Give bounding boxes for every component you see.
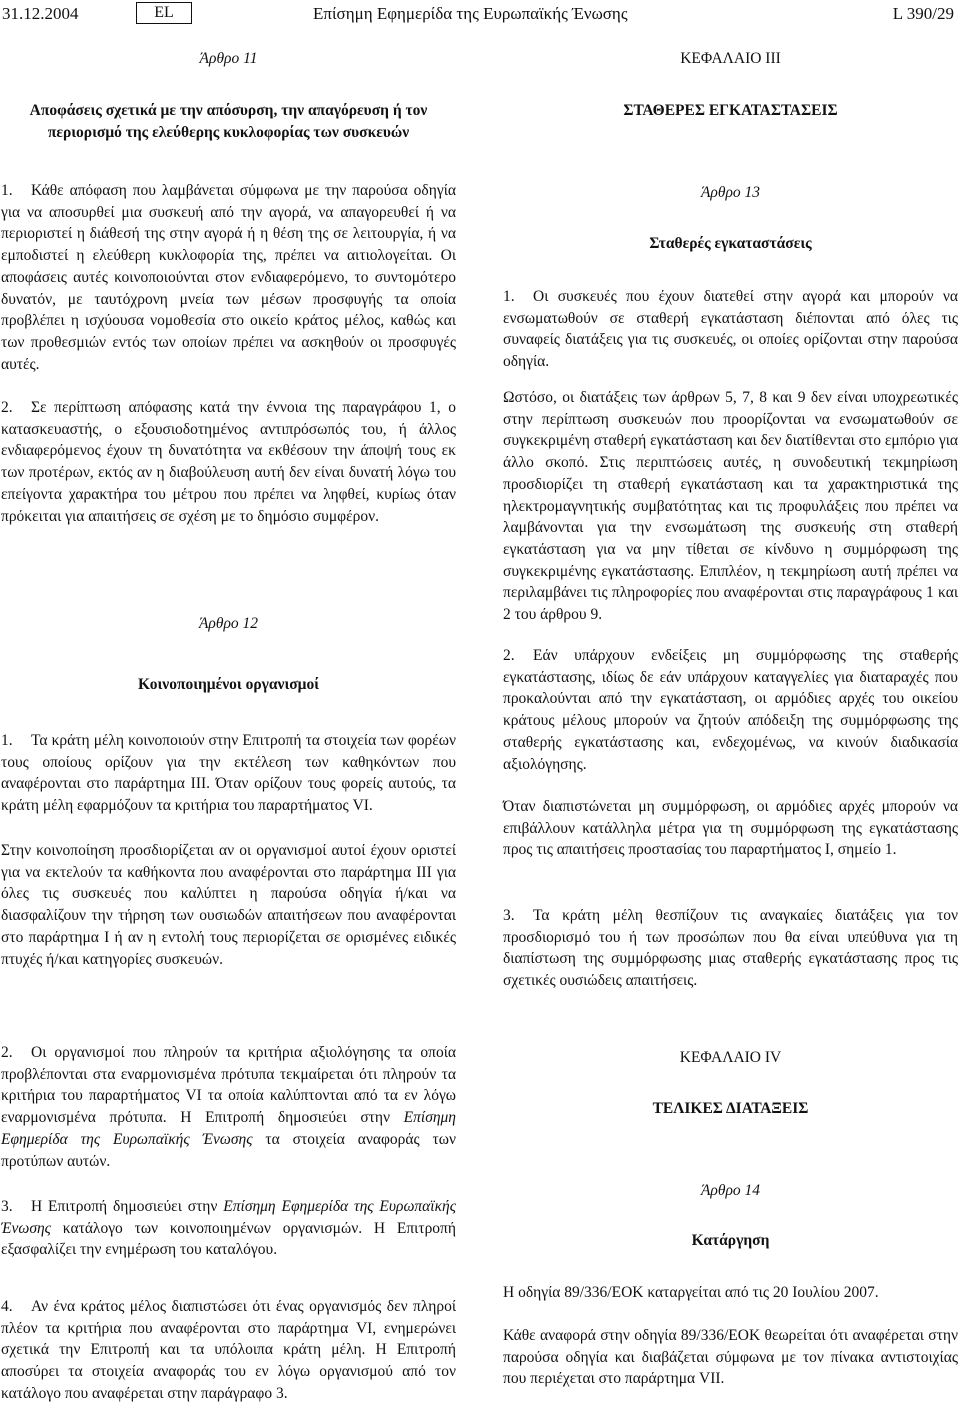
paragraph-text: Αν ένα κράτος μέλος διαπιστώσει ότι ένας οργανισμός δεν πληροί πλέον τα κριτήρια που αναφέρονται στο παράρτημα VI, ενημερώνει σχετικά την Επιτροπή και τα υπόλοιπα κράτη μέλη. Η Επιτροπή αποσύρει τα στοιχεία αναφοράς του εν λόγω οργανισμού από τον κατάλογο που αναφέρεται στην παράγραφο 3. [1, 1298, 456, 1402]
journal-title: Επίσημη Εφημερίδα της Ευρωπαϊκής Ένωσης [313, 4, 628, 23]
article-12-paragraph-3: 3. Η Επιτροπή δημοσιεύει στην Επίσημη Εφημερίδα της Ευρωπαϊκής Ένωσης κατάλογο των κοινοποιημένων οργανισμών. Η Επιτροπή εξασφαλίζει την ενημέρωση του καταλόγου. [1, 1198, 457, 1259]
article-13-paragraph-1 [503, 286, 958, 373]
article-14-title: Άρθρο 14 [700, 1182, 761, 1199]
article-13-heading: Σταθερές εγκαταστάσεις [649, 235, 812, 252]
publication-date: 31.12.2004 [2, 4, 79, 23]
chapter-4-title: ΚΕΦΑΛΑΙΟ IV [679, 1049, 782, 1066]
article-13-paragraph-2 [503, 645, 958, 775]
paragraph-number: 4. [1, 1298, 13, 1315]
chapter-3-title: ΚΕΦΑΛΑΙΟ III [680, 50, 781, 67]
page-header [0, 0, 960, 30]
page-reference: L 390/29 [892, 4, 954, 23]
article-13-paragraph-3 [503, 905, 958, 992]
article-14-paragraph-2: Κάθε αναφορά στην οδηγία 89/336/ΕΟΚ θεωρείται ότι αναφέρεται στην παρούσα οδηγία και διαβάζεται σύμφωνα με τον πίνακα αντιστοιχίας που περιέχεται στο παράρτημα VII. [503, 1327, 958, 1388]
article-12-paragraph-1b: Στην κοινοποίηση προσδιορίζεται αν οι οργανισμοί αυτοί έχουν οριστεί για να εκτελούν τα καθήκοντα που αναφέρονται στο παράρτημα III για όλες τις συσκευές που καλύπτει η παρούσα οδηγία ή/και να διασφαλίζουν την τήρηση των ουσιωδών απαιτήσεων που αναφέρονται στο παράρτημα I ή αν η εντολή τους περιορίζεται σε ορισμένες ειδικές πτυχές ή/και κατηγορίες συσκευών. [1, 842, 456, 968]
paragraph-number: 2. [1, 399, 13, 416]
article-14-paragraph-1: Η οδηγία 89/336/ΕΟΚ καταργείται από τις 20 Ιουλίου 2007. [503, 1284, 879, 1301]
chapter-4-heading: ΤΕΛΙΚΕΣ ΔΙΑΤΑΞΕΙΣ [652, 1100, 809, 1117]
article-11-heading: Αποφάσεις σχετικά με την απόσυρση, την απαγόρευση ή τον περιορισμό της ελεύθερης κυκλοφορίας των συσκευών [29, 102, 428, 141]
article-13-title: Άρθρο 13 [700, 184, 761, 201]
article-12-heading: Κοινοποιημένοι οργανισμοί [137, 676, 320, 693]
paragraph-text: Κάθε απόφαση που λαμβάνεται σύμφωνα με την παρούσα οδηγία για να αποσυρθεί μια συσκευή από την αγορά, να απαγορευθεί ή να περιοριστεί η διάθεσή της στην αγορά ή η θέση της σε λειτουργία, ή να εμποδιστεί η ελεύθερη κυκλοφορία της, πρέπει να αιτιολογείται. Οι αποφάσεις αυτές κοινοποιούνται στον ενδιαφερόμενο, το συντομότερο δυνατόν, με ταυτόχρονη μνεία των μέσων προσφυγής τα οποία προβλέπει η ισχύουσα νομοθεσία στο οικείο κράτος μέλος, καθώς και των προθεσμιών εντός των οποίων πρέπει να ασκηθούν οι προσφυγές αυτές. [1, 182, 456, 373]
paragraph-text: Τα κράτη μέλη κοινοποιούν στην Επιτροπή τα στοιχεία των φορέων τους οποίους ορίζουν για την εκτέλεση των καθηκόντων που αναφέρονται στο παράρτημα III. Όταν ορίζουν τους φορείς αυτούς, τα κράτη μέλη εφαρμόζουν τα κριτήρια του παραρτήματος VI. [1, 732, 456, 815]
article-12-title: Άρθρο 12 [198, 615, 259, 632]
article-13-paragraph-2b: Όταν διαπιστώνεται μη συμμόρφωση, οι αρμόδιες αρχές μπορούν να επιβάλλουν κατάλληλα μέτρα για τη συμμόρφωση της εγκατάστασης προς τις απαιτήσεις προστασίας του παραρτήματος I, σημείο 1. [503, 798, 958, 859]
paragraph-number: 2. [503, 647, 515, 664]
paragraph-number: 1. [1, 732, 13, 749]
article-13-paragraph-1b: Ωστόσο, οι διατάξεις των άρθρων 5, 7, 8 και 9 δεν είναι υποχρεωτικές στην περίπτωση συσκευών που προορίζονται να ενσωματωθούν σε συγκεκριμένη σταθερή εγκατάσταση και δεν διατίθενται στο εμπόριο για άλλο σκοπό. Στις περιπτώσεις αυτές, η συνοδευτική τεκμηρίωση προσδιορίζει τη σταθερή εγκατάσταση και τα χαρακτηριστικά της ηλεκτρομαγνητικής συμβατότητας και τις προφυλάξεις που πρέπει να λαμβάνονται για την ενσωμάτωση της συσκευής στη σταθερή εγκατάσταση για να μην τίθεται σε κίνδυνο η συμμόρφωση της συγκεκριμένης εγκατάστασης. Επιπλέον, η τεκμηρίωση αυτή πρέπει να περιλαμβάνει τις πληροφορίες που αναφέρονται στις παραγράφους 1 και 2 του άρθρου 9. [503, 389, 958, 624]
paragraph-number: 1. [503, 288, 515, 305]
language-badge: EL [136, 2, 192, 24]
article-12-paragraph-1 [1, 730, 456, 817]
article-12-paragraph-4 [1, 1296, 456, 1405]
paragraph-number: 1. [1, 182, 13, 199]
paragraph-text: Τα κράτη μέλη θεσπίζουν τις αναγκαίες διατάξεις για τον προσδιορισμό του ή των προσώπων που θα είναι υπεύθυνα για τη διαπίστωση της συμμόρφωσης μιας σταθερής εγκατάστασης προς τις σχετικές ουσιώδεις απαιτήσεις. [503, 907, 958, 990]
article-11-paragraph-1 [1, 180, 456, 375]
journal-reference: Επίσημη Εφημερίδα της Ευρωπαϊκής Ένωσης [1, 1198, 457, 1237]
paragraph-text: Εάν υπάρχουν ενδείξεις μη συμμόρφωσης της σταθερής εγκατάστασης, ιδίως δε εάν υπάρχουν καταγγελίες για διαταραχές που προκαλούνται από την εγκατάσταση, οι αρμόδιες αρχές του οικείου κράτους μέλους μπορούν να ζητούν απόδειξη της συμμόρφωσης της σταθερής εγκατάστασης και, ενδεχομένως, να κινούν διαδικασία αξιολόγησης. [503, 647, 958, 773]
article-11-title: Άρθρο 11 [199, 50, 258, 67]
paragraph-text: Οι συσκευές που έχουν διατεθεί στην αγορά και μπορούν να ενσωματωθούν σε σταθερή εγκατάσταση διέπονται από όλες τις συναφείς διατάξεις για τις συσκευές, οι οποίες ορίζονται στην παρούσα οδηγία. [503, 288, 958, 371]
article-14-heading: Κατάργηση [691, 1232, 770, 1249]
journal-reference: Επίσημη Εφημερίδα της Ευρωπαϊκής Ένωσης [1, 1109, 456, 1148]
paragraph-number: 3. [503, 907, 515, 924]
chapter-3-heading: ΣΤΑΘΕΡΕΣ ΕΓΚΑΤΑΣΤΑΣΕΙΣ [623, 102, 838, 119]
paragraph-text: Σε περίπτωση απόφασης κατά την έννοια της παραγράφου 1, ο κατασκευαστής, ο εξουσιοδοτημένος αντιπρόσωπός του, ή άλλος ενδιαφερόμενος έχουν τη δυνατότητα να εκθέσουν την άποψή τους εκ των προτέρων, εκτός αν η διαβούλευση αυτή δεν είναι δυνατή λόγω του επείγοντα χαρακτήρα του μέτρου που πρέπει να ληφθεί, κυρίως όταν πρόκειται για απαιτήσεις σε σχέση με το δημόσιο συμφέρον. [1, 399, 456, 525]
paragraph-number: 2. [1, 1044, 13, 1061]
article-11-paragraph-2 [1, 397, 456, 527]
paragraph-number: 3. [1, 1198, 13, 1215]
article-12-paragraph-2: 2. Οι οργανισμοί που πληρούν τα κριτήρια αξιολόγησης τα οποία προβλέπονται στα εναρμονισμένα πρότυπα τεκμαίρεται ότι πληρούν τα κριτήρια του παραρτήματος VI τα οποία καλύπτονται από τα εν λόγω εναρμονισμένα πρότυπα. Η Επιτροπή δημοσιεύει στην Επίσημη Εφημερίδα της Ευρωπαϊκής Ένωσης τα στοιχεία αναφοράς των προτύπων αυτών. [1, 1044, 456, 1170]
